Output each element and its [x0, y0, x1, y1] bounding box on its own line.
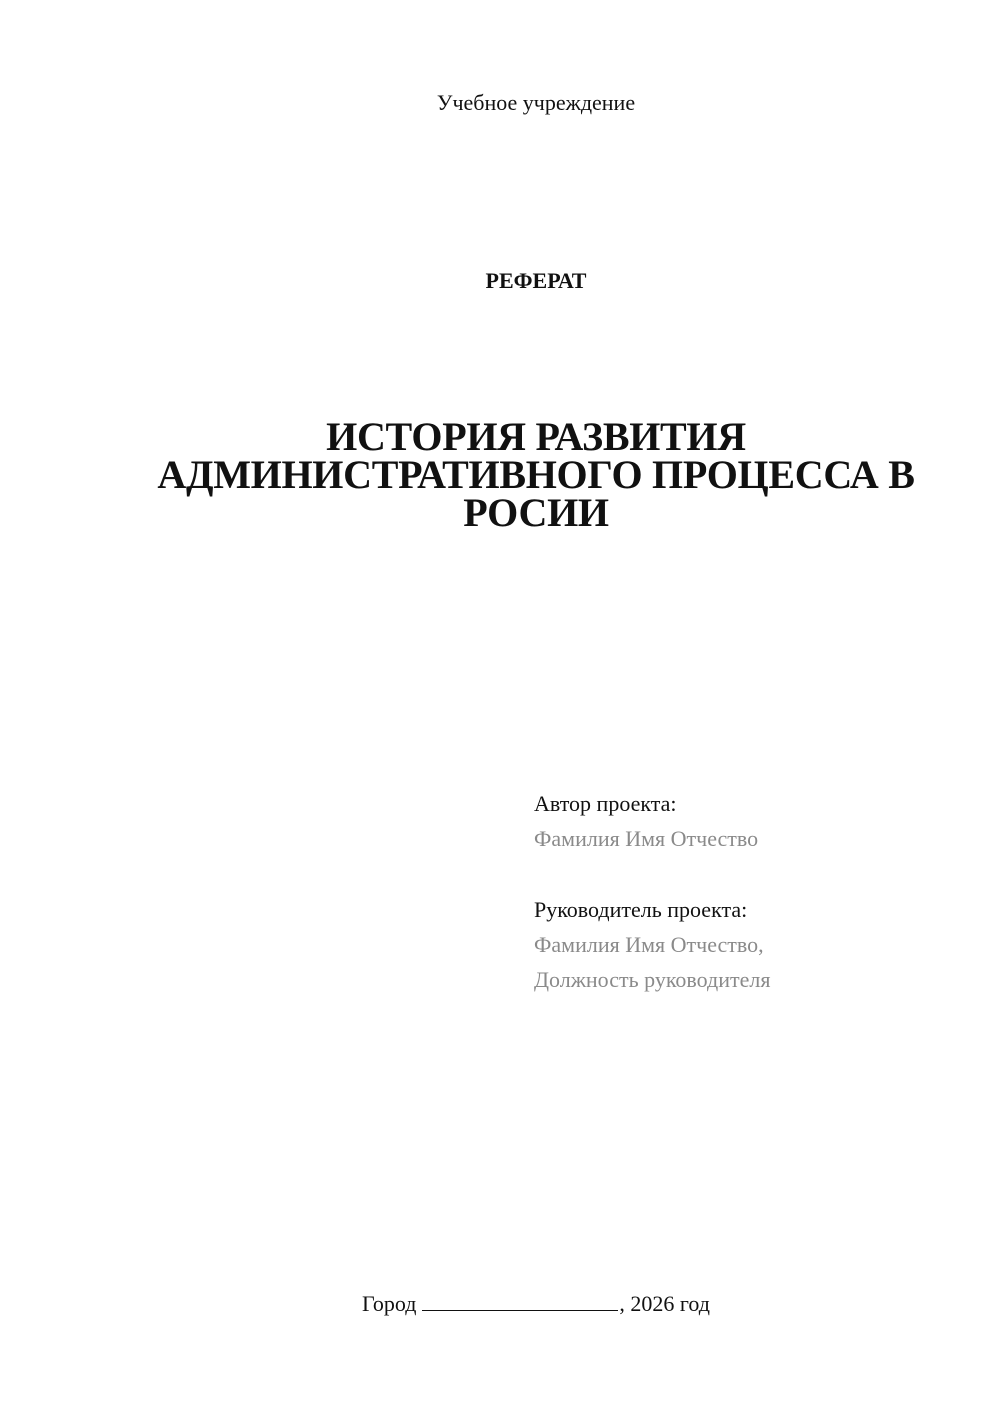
document-title-line: РОСИИ: [463, 490, 609, 535]
supervisor-label: Руководитель проекта:: [534, 897, 748, 922]
city-blank-line: [422, 1288, 618, 1311]
year-text: , 2026 год: [619, 1291, 710, 1316]
supervisor-name: Фамилия Имя Отчество,: [534, 932, 764, 957]
project-info-block: [534, 786, 974, 997]
document-type: РЕФЕРАТ: [485, 268, 587, 293]
city-label: Город: [362, 1291, 417, 1316]
author-label: Автор проекта:: [534, 791, 677, 816]
footer-city-year: [0, 1288, 1000, 1317]
institution-name: Учебное учреждение: [436, 90, 636, 115]
document-title: [120, 414, 952, 535]
supervisor-position: Должность руководителя: [534, 967, 771, 992]
document-title-line: ИСТОРИЯ РАЗВИТИЯ: [326, 414, 746, 459]
document-title-line: АДМИНИСТРАТИВНОГО ПРОЦЕССА В: [157, 452, 915, 497]
author-name: Фамилия Имя Отчество: [534, 826, 759, 851]
spacer: [534, 856, 974, 892]
